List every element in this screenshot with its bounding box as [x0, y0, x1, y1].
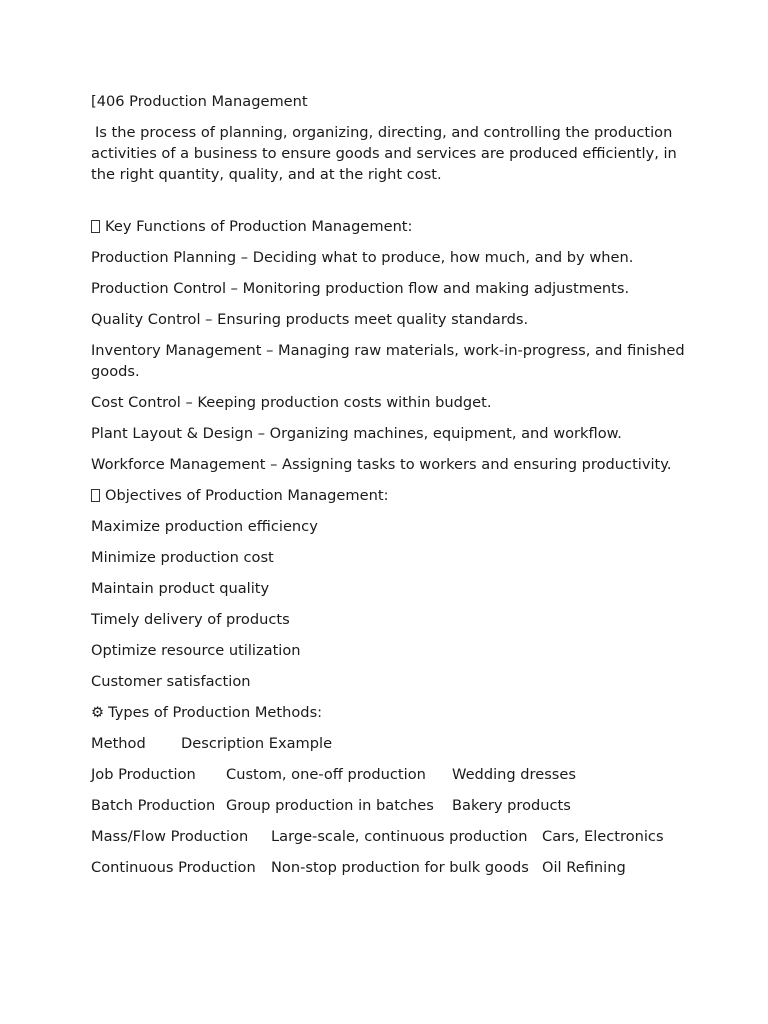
objective-item: Maintain product quality [91, 580, 270, 597]
cell-example: Bakery products [452, 797, 571, 814]
functions-heading-text: Key Functions of Production Management: [105, 218, 413, 235]
objective-item: Minimize production cost [91, 549, 274, 566]
cell-description: Non-stop production for bulk goods [271, 859, 529, 876]
objectives-heading-text: Objectives of Production Management: [105, 487, 389, 504]
cell-method: Mass/Flow Production [91, 828, 249, 845]
missing-glyph-icon [91, 220, 100, 233]
document-body [91, 91, 691, 888]
function-item: Plant Layout & Design – Organizing machines, equipment, and workflow. [91, 425, 622, 442]
methods-table-header [91, 733, 691, 754]
methods-heading-text: Types of Production Methods: [108, 704, 323, 721]
table-row [91, 826, 691, 847]
function-item: Workforce Management – Assigning tasks to workers and ensuring productivity. [91, 456, 672, 473]
objectives-heading [91, 485, 691, 506]
methods-heading [91, 702, 691, 723]
functions-heading [91, 216, 691, 237]
function-item: Cost Control – Keeping production costs within budget. [91, 394, 492, 411]
cell-example: Oil Refining [542, 859, 626, 876]
function-item: Production Control – Monitoring production flow and making adjustments. [91, 280, 630, 297]
table-row [91, 795, 691, 816]
cell-description: Custom, one-off production [226, 766, 426, 783]
objective-item: Customer satisfaction [91, 673, 251, 690]
objective-item: Timely delivery of products [91, 611, 290, 628]
cell-method: Batch Production [91, 797, 216, 814]
cell-description: Group production in batches [226, 797, 434, 814]
table-row [91, 857, 691, 878]
objective-item: Maximize production efficiency [91, 518, 318, 535]
header-description-example: Description Example [181, 735, 333, 752]
table-row [91, 764, 691, 785]
gear-icon: ⚙ [91, 704, 105, 721]
cell-method: Continuous Production [91, 859, 256, 876]
function-item: Quality Control – Ensuring products meet quality standards. [91, 311, 529, 328]
cell-example: Wedding dresses [452, 766, 576, 783]
missing-glyph-icon [91, 489, 100, 502]
cell-example: Cars, Electronics [542, 828, 664, 845]
cell-description: Large-scale, continuous production [271, 828, 528, 845]
function-item: Production Planning – Deciding what to produce, how much, and by when. [91, 249, 634, 266]
header-method: Method [91, 735, 146, 752]
function-item: Inventory Management – Managing raw materials, work-in-progress, and finished goods. [91, 342, 685, 380]
intro-paragraph: Is the process of planning, organizing, directing, and controlling the production activities of a business to ensure goods and services are produced efficiently, in the right quantity, quality, and at the right cost. [91, 124, 677, 183]
document-title: [406 Production Management [91, 93, 308, 110]
cell-method: Job Production [91, 766, 196, 783]
objective-item: Optimize resource utilization [91, 642, 301, 659]
